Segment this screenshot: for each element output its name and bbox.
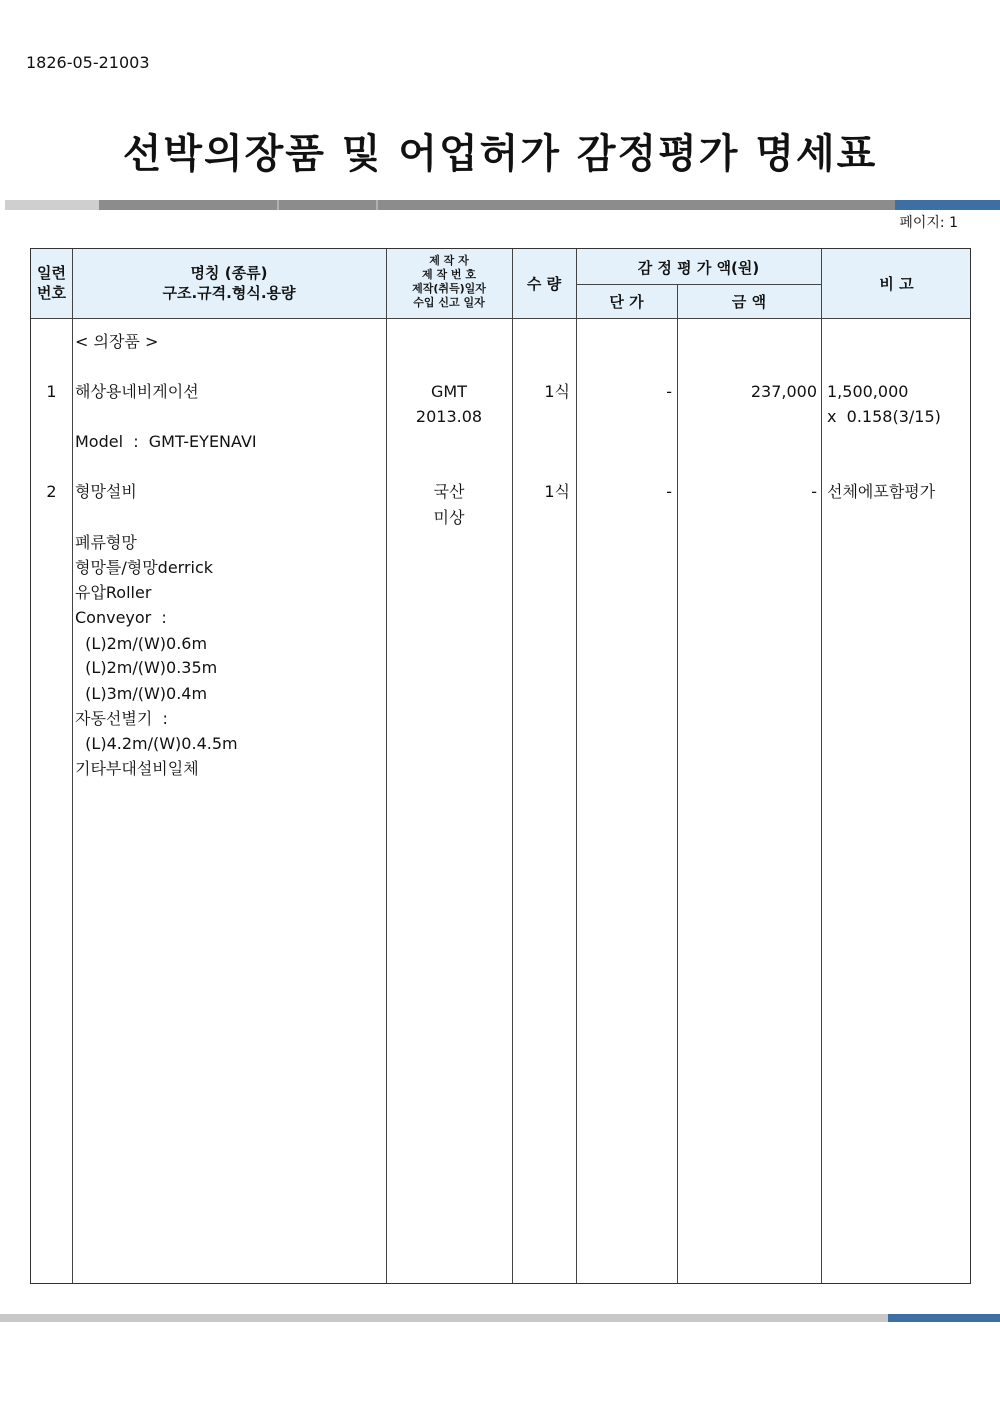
row1-unit-price: - <box>666 382 672 401</box>
row1-remark-calc: x 0.158(3/15) <box>827 407 941 426</box>
col-divider <box>72 249 73 1283</box>
document-id: 1826-05-21003 <box>26 53 150 72</box>
section-label: < 의장품 > <box>75 332 159 351</box>
row2-name: 형망설비 <box>75 482 137 501</box>
header-unit-price: 단 가 <box>609 293 644 311</box>
row2-detail: 유압Roller <box>75 583 152 602</box>
col-divider <box>576 249 577 1283</box>
row1-amount: 237,000 <box>750 382 817 401</box>
header-quantity: 수 량 <box>526 275 562 293</box>
row2-amount: - <box>811 482 817 501</box>
header-maker-line4: 수입 신고 일자 <box>413 296 485 309</box>
header-divider <box>31 318 970 319</box>
header-maker <box>386 254 512 310</box>
row1-remark: 1,500,000 <box>827 382 909 401</box>
row2-detail: (L)2m/(W)0.35m <box>75 658 218 677</box>
row1-no: 1 <box>46 382 57 401</box>
row2-detail: (L)2m/(W)0.6m <box>75 634 208 653</box>
bottom-bar-light <box>0 1314 888 1322</box>
row2-qty: 1식 <box>544 482 570 501</box>
row2-detail: (L)4.2m/(W)0.4.5m <box>75 734 238 753</box>
header-serial-line2: 번호 <box>37 284 66 302</box>
header-serial-line1: 일련 <box>37 264 66 282</box>
row1-model: Model : GMT-EYENAVI <box>75 432 257 451</box>
header-maker-line1: 제 작 자 <box>429 254 469 267</box>
col-divider <box>821 249 822 1283</box>
col-divider <box>512 249 513 1283</box>
row2-detail: 폐류형망 <box>75 533 137 552</box>
col-divider <box>677 284 678 1283</box>
page-number: 페이지: 1 <box>899 215 958 231</box>
header-appraisal: 감 정 평 가 액(원) <box>637 259 760 277</box>
row2-detail: (L)3m/(W)0.4m <box>75 684 208 703</box>
row1-name: 해상용네비게이션 <box>75 382 199 401</box>
header-name <box>72 263 386 303</box>
row2-unit-price: - <box>666 482 672 501</box>
row1-maker: GMT <box>431 382 467 401</box>
header-name-line2: 구조.규격.형식.용량 <box>162 284 296 302</box>
top-bar-divider <box>376 200 378 210</box>
row2-detail: 자동선별기 : <box>75 709 168 728</box>
row2-date: 미상 <box>433 508 465 527</box>
header-serial <box>31 263 72 303</box>
header-maker-line3: 제작(취득)일자 <box>412 282 486 295</box>
header-amount: 금 액 <box>731 293 767 311</box>
row2-remark: 선체에포함평가 <box>827 482 936 501</box>
appraisal-table <box>30 248 971 1284</box>
header-name-line1: 명칭 (종류) <box>190 264 268 282</box>
header-maker-line2: 제 작 번 호 <box>422 268 476 281</box>
bottom-bar-accent <box>888 1314 1000 1322</box>
top-bar-gray <box>99 200 895 210</box>
row2-detail: 형망틀/형망derrick <box>75 558 214 577</box>
page-title: 선박의장품 및 어업허가 감정평가 명세표 <box>122 131 878 177</box>
subheader-divider <box>576 284 821 285</box>
row2-maker: 국산 <box>433 482 465 501</box>
top-bar-accent <box>895 200 1000 210</box>
header-remarks: 비 고 <box>879 275 914 293</box>
top-bar-light <box>5 200 99 210</box>
row2-detail: Conveyor : <box>75 608 167 627</box>
row2-no: 2 <box>46 482 57 501</box>
row1-qty: 1식 <box>544 382 570 401</box>
row1-date: 2013.08 <box>415 407 483 426</box>
top-bar-divider <box>277 200 279 210</box>
row2-detail: 기타부대설비일체 <box>75 759 199 778</box>
